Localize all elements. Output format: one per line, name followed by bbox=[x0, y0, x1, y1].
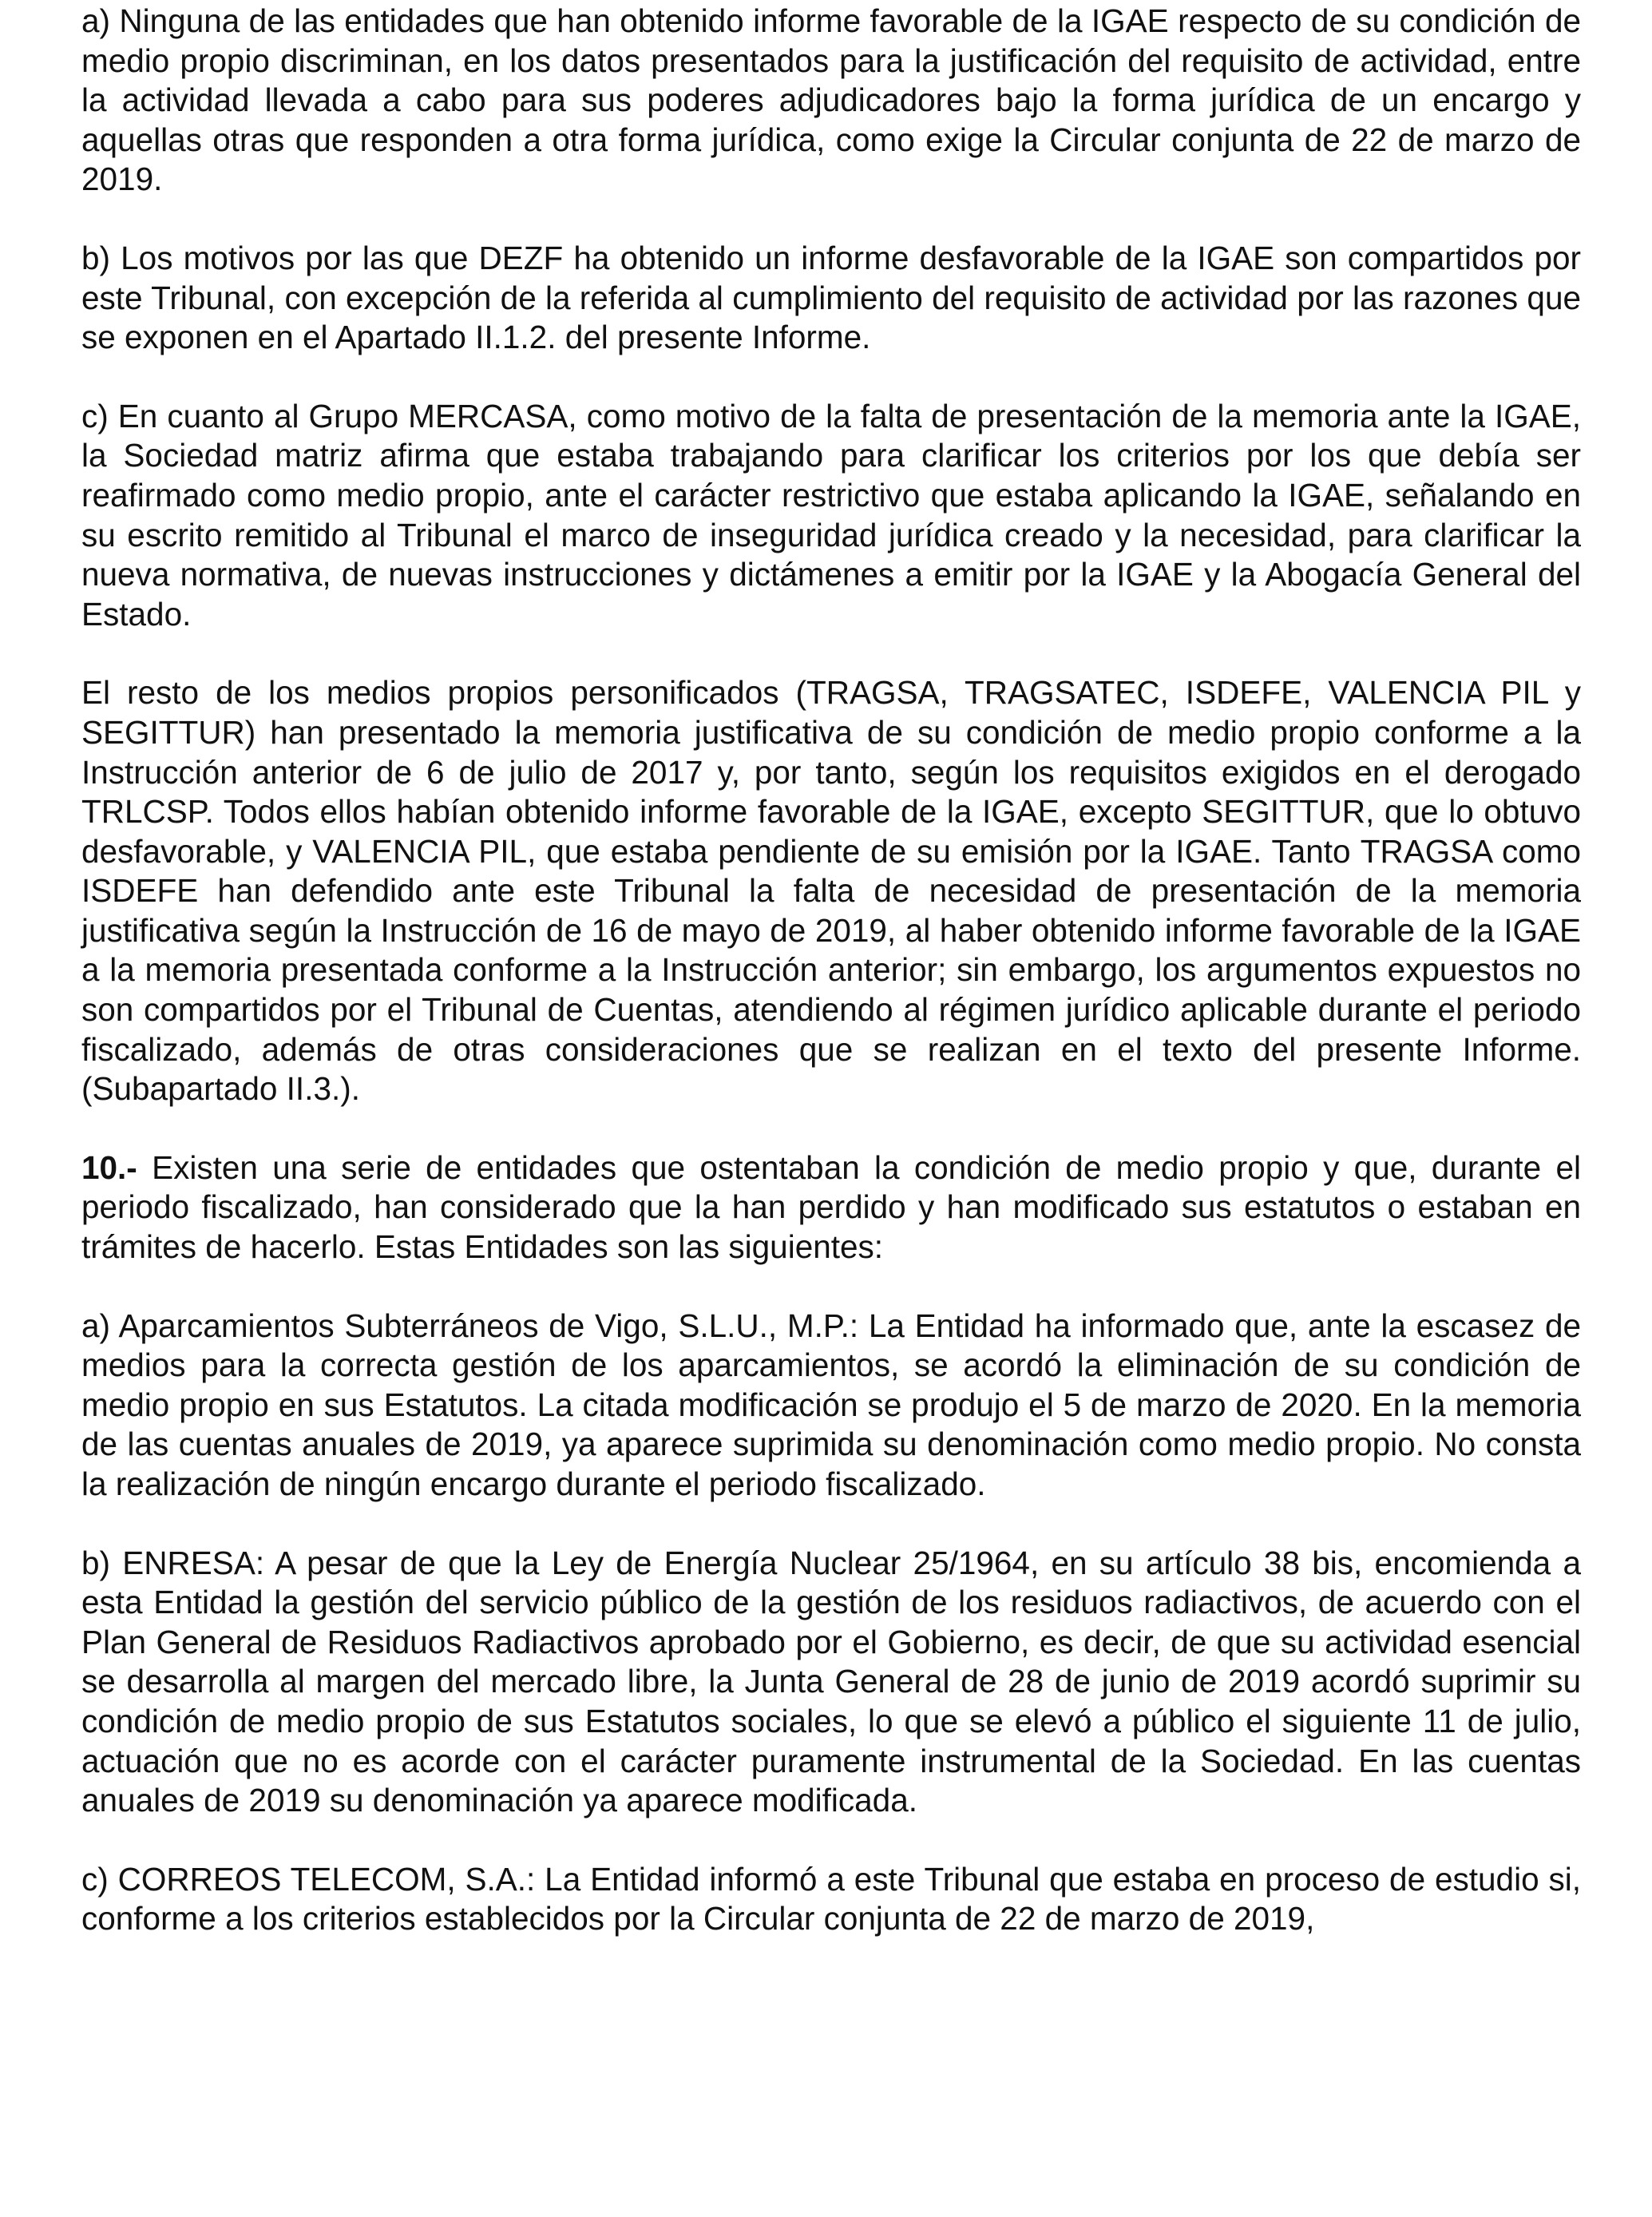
paragraph-a: a) Ninguna de las entidades que han obtenido informe favorable de la IGAE respecto de su condición de medio propio discriminan, en los datos presentados para la justificación del requisito de actividad, entre la actividad llevada a cabo para sus poderes adjudicadores bajo la forma jurídica de un encargo y aquellas otras que responden a otra forma jurídica, como exige la Circular conjunta de 22 de marzo de 2019. bbox=[81, 2, 1581, 198]
paragraph-c-correos-telecom: c) CORREOS TELECOM, S.A.: La Entidad informó a este Tribunal que estaba en proceso de estudio si, conforme a los criterios establecidos por la Circular conjunta de 22 de marzo de 2019, bbox=[81, 1860, 1581, 1937]
paragraph-b-enresa: b) ENRESA: A pesar de que la Ley de Energía Nuclear 25/1964, en su artículo 38 bis, encomienda a esta Entidad la gestión del servicio público de la gestión de los residuos radiactivos, de acuerdo con el Plan General de Residuos Radiactivos aprobado por el Gobierno, es decir, de que su actividad esencial se desarrolla al margen del mercado libre, la Junta General de 28 de junio de 2019 acordó suprimir su condición de medio propio de sus Estatutos sociales, lo que se elevó a público el siguiente 11 de julio, actuación que no es acorde con el carácter puramente instrumental de la Sociedad. En las cuentas anuales de 2019 su denominación ya aparece modificada. bbox=[81, 1544, 1581, 1819]
paragraph-number: 10.- bbox=[81, 1148, 137, 1186]
paragraph-resto-medios-propios: El resto de los medios propios personificados (TRAGSA, TRAGSATEC, ISDEFE, VALENCIA PIL y SEGITTUR) han presentado la memoria justificativa de su condición de medio propio conforme a la Instrucción anterior de 6 de julio de 2017 y, por tanto, según los requisitos exigidos en el derogado TRLCSP. Todos ellos habían obtenido informe favorable de la IGAE, excepto SEGITTUR, que lo obtuvo desfavorable, y VALENCIA PIL, que estaba pendiente de su emisión por la IGAE. Tanto TRAGSA como ISDEFE han defendido ante este Tribunal la falta de necesidad de presentación de la memoria justificativa según la Instrucción de 16 de mayo de 2019, al haber obtenido informe favorable de la IGAE a la memoria presentada conforme a la Instrucción anterior; sin embargo, los argumentos expuestos no son compartidos por el Tribunal de Cuentas, atendiendo al régimen jurídico aplicable durante el periodo fiscalizado, además de otras consideraciones que se realizan en el texto del presente Informe. (Subapartado II.3.). bbox=[81, 674, 1581, 1108]
document-page bbox=[81, 0, 1581, 1978]
paragraph-c: c) En cuanto al Grupo MERCASA, como motivo de la falta de presentación de la memoria ante la IGAE, la Sociedad matriz afirma que estaba trabajando para clarificar los criterios por los que debía ser reafirmado como medio propio, ante el carácter restrictivo que estaba aplicando la IGAE, señalando en su escrito remitido al Tribunal el marco de inseguridad jurídica creado y la necesidad, para clarificar la nueva normativa, de nuevas instrucciones y dictámenes a emitir por la IGAE y la Abogacía General del Estado. bbox=[81, 397, 1581, 633]
paragraph-b: b) Los motivos por las que DEZF ha obtenido un informe desfavorable de la IGAE son compartidos por este Tribunal, con excepción de la referida al cumplimiento del requisito de actividad por las razones que se exponen en el Apartado II.1.2. del presente Informe. bbox=[81, 239, 1581, 356]
paragraph-10-text: Existen una serie de entidades que ostentaban la condición de medio propio y que, durante el periodo fiscalizado, han considerado que la han perdido y han modificado sus estatutos o estaban en trámites de hacerlo. Estas Entidades son las siguientes: bbox=[81, 1148, 1581, 1266]
paragraph-a-aparcamientos: a) Aparcamientos Subterráneos de Vigo, S.L.U., M.P.: La Entidad ha informado que, ante la escasez de medios para la correcta gestión de los aparcamientos, se acordó la eliminación de su condición de medio propio en sus Estatutos. La citada modificación se produjo el 5 de marzo de 2020. En la memoria de las cuentas anuales de 2019, ya aparece suprimida su denominación como medio propio. No consta la realización de ningún encargo durante el periodo fiscalizado. bbox=[81, 1307, 1581, 1502]
paragraph-10 bbox=[81, 1148, 1581, 1267]
